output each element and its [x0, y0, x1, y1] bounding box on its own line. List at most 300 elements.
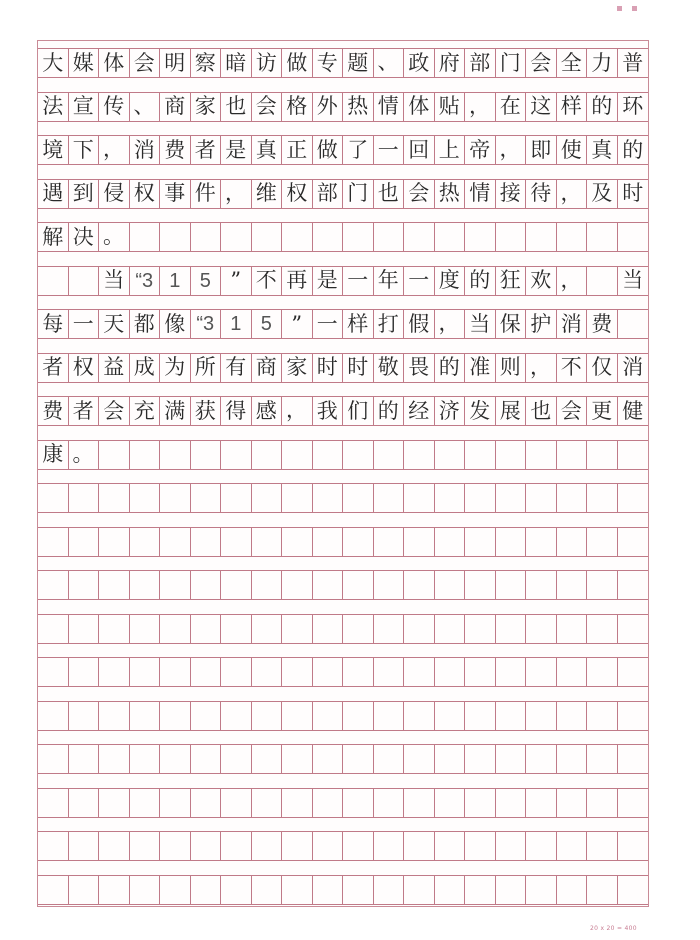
- grid-cell: [343, 571, 374, 599]
- grid-cell: [465, 658, 496, 686]
- grid-cell: [130, 789, 161, 817]
- grid-cell: [557, 441, 588, 469]
- grid-cell: 了: [343, 136, 374, 164]
- grid-cell: [587, 658, 618, 686]
- grid-cell: 也: [221, 93, 252, 121]
- grid-cell: 满: [160, 397, 191, 425]
- grid-cell: [343, 702, 374, 730]
- grid-cell: 法: [38, 93, 69, 121]
- grid-cell: [69, 745, 100, 773]
- grid-cell: [496, 745, 527, 773]
- grid-cell: 决: [69, 223, 100, 251]
- grid-cell: [374, 658, 405, 686]
- grid-cell: 费: [38, 397, 69, 425]
- grid-cell: 权: [69, 354, 100, 382]
- grid-cell: 感: [252, 397, 283, 425]
- grid-cell: [435, 441, 466, 469]
- grid-cell: 件: [191, 180, 222, 208]
- grid-cell: [99, 745, 130, 773]
- grid-row: [38, 570, 648, 600]
- grid-cell: [160, 528, 191, 556]
- grid-cell: [282, 528, 313, 556]
- grid-cell: 使: [557, 136, 588, 164]
- grid-cell: [130, 223, 161, 251]
- grid-cell: 访: [252, 49, 283, 77]
- grid-cell: 门: [496, 49, 527, 77]
- grid-cell: [69, 571, 100, 599]
- grid-cell: [99, 484, 130, 512]
- grid-cell: 不: [252, 267, 283, 295]
- grid-cell: [38, 832, 69, 860]
- grid-cell: 会: [99, 397, 130, 425]
- grid-row: [38, 657, 648, 687]
- grid-cell: [130, 832, 161, 860]
- grid-cell: [343, 876, 374, 904]
- grid-cell: 消: [622, 355, 644, 379]
- grid-row: [38, 309, 648, 339]
- grid-cell: 时: [313, 354, 344, 382]
- grid-row: [38, 353, 648, 383]
- grid-cell: [69, 702, 100, 730]
- grid-cell: [313, 658, 344, 686]
- grid-cell: [69, 615, 100, 643]
- grid-cell: [587, 789, 618, 817]
- grid-cell: ”: [221, 267, 252, 295]
- grid-cell: [130, 571, 161, 599]
- grid-cell: [130, 876, 161, 904]
- grid-cell: 的: [622, 137, 644, 162]
- grid-cell: [252, 702, 283, 730]
- grid-cell: 会: [526, 49, 557, 77]
- grid-cell: [252, 658, 283, 686]
- grid-cell: 时: [622, 181, 644, 205]
- grid-cell: 敬: [374, 354, 405, 382]
- grid-cell: [343, 745, 374, 773]
- grid-cell: [191, 745, 222, 773]
- grid-cell: [374, 528, 405, 556]
- grid-cell: 消: [557, 310, 588, 338]
- grid-cell: [160, 441, 191, 469]
- grid-cell: 即: [526, 136, 557, 164]
- grid-cell: [160, 571, 191, 599]
- grid-cell: [526, 571, 557, 599]
- grid-cell: 济: [435, 397, 466, 425]
- grid-cell: “3: [130, 267, 161, 295]
- grid-cell: [191, 571, 222, 599]
- grid-cell: 格: [282, 93, 313, 121]
- grid-cell: [374, 223, 405, 251]
- grid-cell: [313, 615, 344, 643]
- grid-cell: [343, 832, 374, 860]
- grid-cell: 有: [221, 354, 252, 382]
- grid-cell: [435, 615, 466, 643]
- grid-cell: [282, 789, 313, 817]
- grid-cell: [374, 441, 405, 469]
- grid-cell: [618, 571, 649, 599]
- grid-cell: 的: [435, 354, 466, 382]
- grid-cell: 成: [130, 354, 161, 382]
- grid-cell: 样: [557, 93, 588, 121]
- grid-cell: [191, 528, 222, 556]
- grid-cell: [221, 876, 252, 904]
- grid-cell: 帝: [465, 136, 496, 164]
- grid-cell: 一: [69, 310, 100, 338]
- grid-cell: [99, 658, 130, 686]
- grid-cell: [465, 832, 496, 860]
- grid-cell: 5: [252, 310, 283, 338]
- grid-cell: [282, 615, 313, 643]
- grid-cell: 接: [496, 180, 527, 208]
- grid-cell: [160, 745, 191, 773]
- grid-cell: [404, 484, 435, 512]
- grid-cell: 部: [465, 49, 496, 77]
- grid-cell: [221, 484, 252, 512]
- grid-cell: 全: [557, 49, 588, 77]
- grid-cell: 护: [526, 310, 557, 338]
- grid-size-label: 20 x 20 = 400: [590, 925, 637, 932]
- grid-cell: [618, 484, 649, 512]
- grid-cell: [191, 876, 222, 904]
- grid-cell: [38, 702, 69, 730]
- grid-cell: 环: [622, 94, 644, 118]
- grid-cell: 的: [465, 267, 496, 295]
- grid-cell: [313, 745, 344, 773]
- grid-cell: [282, 745, 313, 773]
- grid-cell: 益: [99, 354, 130, 382]
- grid-cell: [374, 876, 405, 904]
- grid-cell: [374, 484, 405, 512]
- grid-cell: 贴: [435, 93, 466, 121]
- grid-cell: ，: [557, 180, 588, 208]
- grid-cell: 会: [252, 93, 283, 121]
- grid-cell: [221, 702, 252, 730]
- grid-cell: 样: [343, 310, 374, 338]
- grid-cell: [465, 702, 496, 730]
- grid-cell: 年: [374, 267, 405, 295]
- grid-cell: 做: [282, 49, 313, 77]
- grid-cell: [618, 876, 649, 904]
- grid-cell: [130, 484, 161, 512]
- grid-cell: 们: [343, 397, 374, 425]
- grid-cell: [343, 658, 374, 686]
- grid-cell: 解: [38, 223, 69, 251]
- grid-row: [38, 788, 648, 818]
- grid-cell: ”: [282, 310, 313, 338]
- grid-cell: [435, 658, 466, 686]
- grid-cell: 、: [374, 49, 405, 77]
- grid-cell: [618, 528, 649, 556]
- grid-cell: [526, 876, 557, 904]
- grid-cell: [496, 571, 527, 599]
- grid-cell: [99, 615, 130, 643]
- grid-cell: [496, 832, 527, 860]
- grid-cell: [282, 441, 313, 469]
- grid-cell: 度: [435, 267, 466, 295]
- grid-cell: [160, 876, 191, 904]
- grid-cell: 境: [38, 136, 69, 164]
- grid-cell: [557, 702, 588, 730]
- grid-cell: [221, 832, 252, 860]
- grid-cell: [282, 571, 313, 599]
- grid-cell: [496, 789, 527, 817]
- grid-cell: 每: [38, 310, 69, 338]
- grid-cell: ，: [99, 136, 130, 164]
- grid-cell: [496, 658, 527, 686]
- grid-cell: [465, 615, 496, 643]
- grid-cell: 保: [496, 310, 527, 338]
- grid-cell: 费: [587, 310, 618, 338]
- grid-cell: [404, 223, 435, 251]
- grid-cell: 热: [435, 180, 466, 208]
- grid-cell: 消: [130, 136, 161, 164]
- grid-cell: [496, 223, 527, 251]
- grid-cell: 发: [465, 397, 496, 425]
- grid-cell: [435, 789, 466, 817]
- grid-cell: [618, 745, 649, 773]
- grid-cell: [282, 223, 313, 251]
- grid-cell: [496, 528, 527, 556]
- grid-cell: 充: [130, 397, 161, 425]
- grid-cell: [587, 832, 618, 860]
- grid-cell: [343, 615, 374, 643]
- grid-cell: 会: [557, 397, 588, 425]
- grid-cell: 真: [252, 136, 283, 164]
- grid-cell: [404, 441, 435, 469]
- grid-cell: 情: [465, 180, 496, 208]
- grid-cell: [252, 484, 283, 512]
- grid-cell: [38, 571, 69, 599]
- grid-cell: [252, 571, 283, 599]
- grid-row: [38, 266, 648, 296]
- grid-cell: 不: [557, 354, 588, 382]
- grid-cell: [69, 528, 100, 556]
- grid-cell: [191, 615, 222, 643]
- grid-cell: 待: [526, 180, 557, 208]
- grid-cell: 更: [587, 397, 618, 425]
- grid-cell: [343, 528, 374, 556]
- grid-cell: 力: [587, 49, 618, 77]
- grid-cell: [496, 484, 527, 512]
- grid-cell: [435, 832, 466, 860]
- grid-cell: 会: [130, 49, 161, 77]
- grid-cell: [587, 528, 618, 556]
- grid-cell: 。: [69, 441, 100, 469]
- grid-cell: 侵: [99, 180, 130, 208]
- grid-cell: 题: [343, 49, 374, 77]
- grid-cell: [526, 658, 557, 686]
- grid-cell: [618, 832, 649, 860]
- grid-cell: 到: [69, 180, 100, 208]
- grid-cell: [38, 484, 69, 512]
- grid-cell: 获: [191, 397, 222, 425]
- grid-cell: 商: [160, 93, 191, 121]
- grid-cell: [526, 615, 557, 643]
- grid-cell: 明: [160, 49, 191, 77]
- grid-cell: [465, 528, 496, 556]
- grid-cell: 一: [343, 267, 374, 295]
- grid-cell: [404, 528, 435, 556]
- grid-cell: [221, 223, 252, 251]
- grid-row: [38, 527, 648, 557]
- grid-cell: 欢: [526, 267, 557, 295]
- grid-cell: [252, 789, 283, 817]
- grid-cell: [160, 615, 191, 643]
- grid-cell: [282, 832, 313, 860]
- grid-cell: [526, 702, 557, 730]
- grid-cell: [191, 484, 222, 512]
- grid-cell: 1: [221, 310, 252, 338]
- grid-cell: ，: [526, 354, 557, 382]
- grid-cell: [313, 441, 344, 469]
- grid-cell: 媒: [69, 49, 100, 77]
- grid-cell: 体: [99, 49, 130, 77]
- grid-cell: [587, 876, 618, 904]
- grid-cell: 宣: [69, 93, 100, 121]
- grid-cell: [404, 789, 435, 817]
- grid-cell: [160, 484, 191, 512]
- grid-cell: [465, 789, 496, 817]
- grid-cell: [191, 441, 222, 469]
- grid-cell: 经: [404, 397, 435, 425]
- grid-cell: [374, 702, 405, 730]
- grid-cell: [313, 223, 344, 251]
- grid-cell: 部: [313, 180, 344, 208]
- grid-row: [38, 614, 648, 644]
- grid-cell: [404, 615, 435, 643]
- grid-cell: [69, 267, 100, 295]
- grid-cell: [465, 223, 496, 251]
- grid-cell: 权: [282, 180, 313, 208]
- grid-cell: [221, 789, 252, 817]
- page-marker-dot: [617, 6, 622, 11]
- grid-cell: [557, 528, 588, 556]
- grid-cell: [557, 789, 588, 817]
- grid-cell: [38, 876, 69, 904]
- grid-cell: [252, 528, 283, 556]
- grid-cell: [404, 876, 435, 904]
- grid-cell: [557, 658, 588, 686]
- grid-cell: 会: [404, 180, 435, 208]
- grid-cell: [435, 745, 466, 773]
- grid-cell: [130, 658, 161, 686]
- grid-cell: [496, 441, 527, 469]
- manuscript-grid: [37, 40, 649, 907]
- grid-cell: [435, 571, 466, 599]
- grid-cell: 者: [69, 397, 100, 425]
- grid-cell: [130, 702, 161, 730]
- grid-cell: 像: [160, 310, 191, 338]
- grid-cell: [221, 571, 252, 599]
- grid-cell: 康: [38, 441, 69, 469]
- grid-cell: 当: [622, 268, 644, 292]
- page-marker-dot: [632, 6, 637, 11]
- grid-cell: [69, 876, 100, 904]
- grid-cell: 上: [435, 136, 466, 164]
- grid-cell: 再: [282, 267, 313, 295]
- grid-cell: 权: [130, 180, 161, 208]
- grid-row: [38, 222, 648, 252]
- grid-cell: [404, 702, 435, 730]
- grid-cell: [435, 223, 466, 251]
- grid-cell: [374, 832, 405, 860]
- grid-cell: 仅: [587, 354, 618, 382]
- grid-row: [38, 744, 648, 774]
- grid-cell: 当: [99, 267, 130, 295]
- grid-cell: [69, 484, 100, 512]
- grid-cell: [404, 745, 435, 773]
- grid-cell: [313, 528, 344, 556]
- grid-row: [38, 179, 648, 209]
- grid-cell: 回: [404, 136, 435, 164]
- grid-cell: [374, 745, 405, 773]
- grid-cell: 暗: [221, 49, 252, 77]
- grid-cell: 假: [404, 310, 435, 338]
- grid-cell: [221, 615, 252, 643]
- grid-row: [38, 701, 648, 731]
- grid-cell: ，: [496, 136, 527, 164]
- grid-cell: 及: [587, 180, 618, 208]
- grid-cell: [557, 615, 588, 643]
- grid-cell: [282, 484, 313, 512]
- grid-cell: 的: [587, 93, 618, 121]
- grid-cell: 一: [313, 310, 344, 338]
- grid-cell: [435, 528, 466, 556]
- grid-cell: [557, 223, 588, 251]
- grid-cell: [313, 832, 344, 860]
- grid-cell: [99, 528, 130, 556]
- grid-cell: 健: [622, 398, 644, 423]
- grid-row: [38, 396, 648, 426]
- grid-cell: 者: [38, 354, 69, 382]
- grid-cell: [69, 789, 100, 817]
- grid-cell: [38, 528, 69, 556]
- grid-cell: [38, 658, 69, 686]
- grid-cell: [587, 441, 618, 469]
- grid-cell: [99, 876, 130, 904]
- grid-cell: 真: [587, 136, 618, 164]
- grid-cell: [160, 658, 191, 686]
- grid-cell: [343, 484, 374, 512]
- grid-cell: [587, 702, 618, 730]
- grid-cell: [587, 615, 618, 643]
- grid-cell: [160, 223, 191, 251]
- grid-cell: 专: [313, 49, 344, 77]
- grid-cell: 正: [282, 136, 313, 164]
- grid-cell: [404, 571, 435, 599]
- grid-cell: [496, 615, 527, 643]
- grid-cell: 在: [496, 93, 527, 121]
- grid-cell: [221, 441, 252, 469]
- grid-cell: 家: [282, 354, 313, 382]
- grid-cell: 畏: [404, 354, 435, 382]
- grid-cell: 所: [191, 354, 222, 382]
- grid-cell: [69, 658, 100, 686]
- grid-cell: [465, 571, 496, 599]
- grid-cell: [557, 876, 588, 904]
- grid-cell: [38, 789, 69, 817]
- grid-cell: [618, 310, 649, 338]
- grid-cell: [343, 441, 374, 469]
- grid-cell: [465, 745, 496, 773]
- grid-cell: [526, 789, 557, 817]
- grid-cell: [160, 832, 191, 860]
- grid-cell: [526, 745, 557, 773]
- grid-cell: [313, 876, 344, 904]
- grid-cell: [587, 267, 618, 295]
- grid-cell: ，: [557, 267, 588, 295]
- grid-row: [38, 92, 648, 122]
- grid-cell: 一: [374, 136, 405, 164]
